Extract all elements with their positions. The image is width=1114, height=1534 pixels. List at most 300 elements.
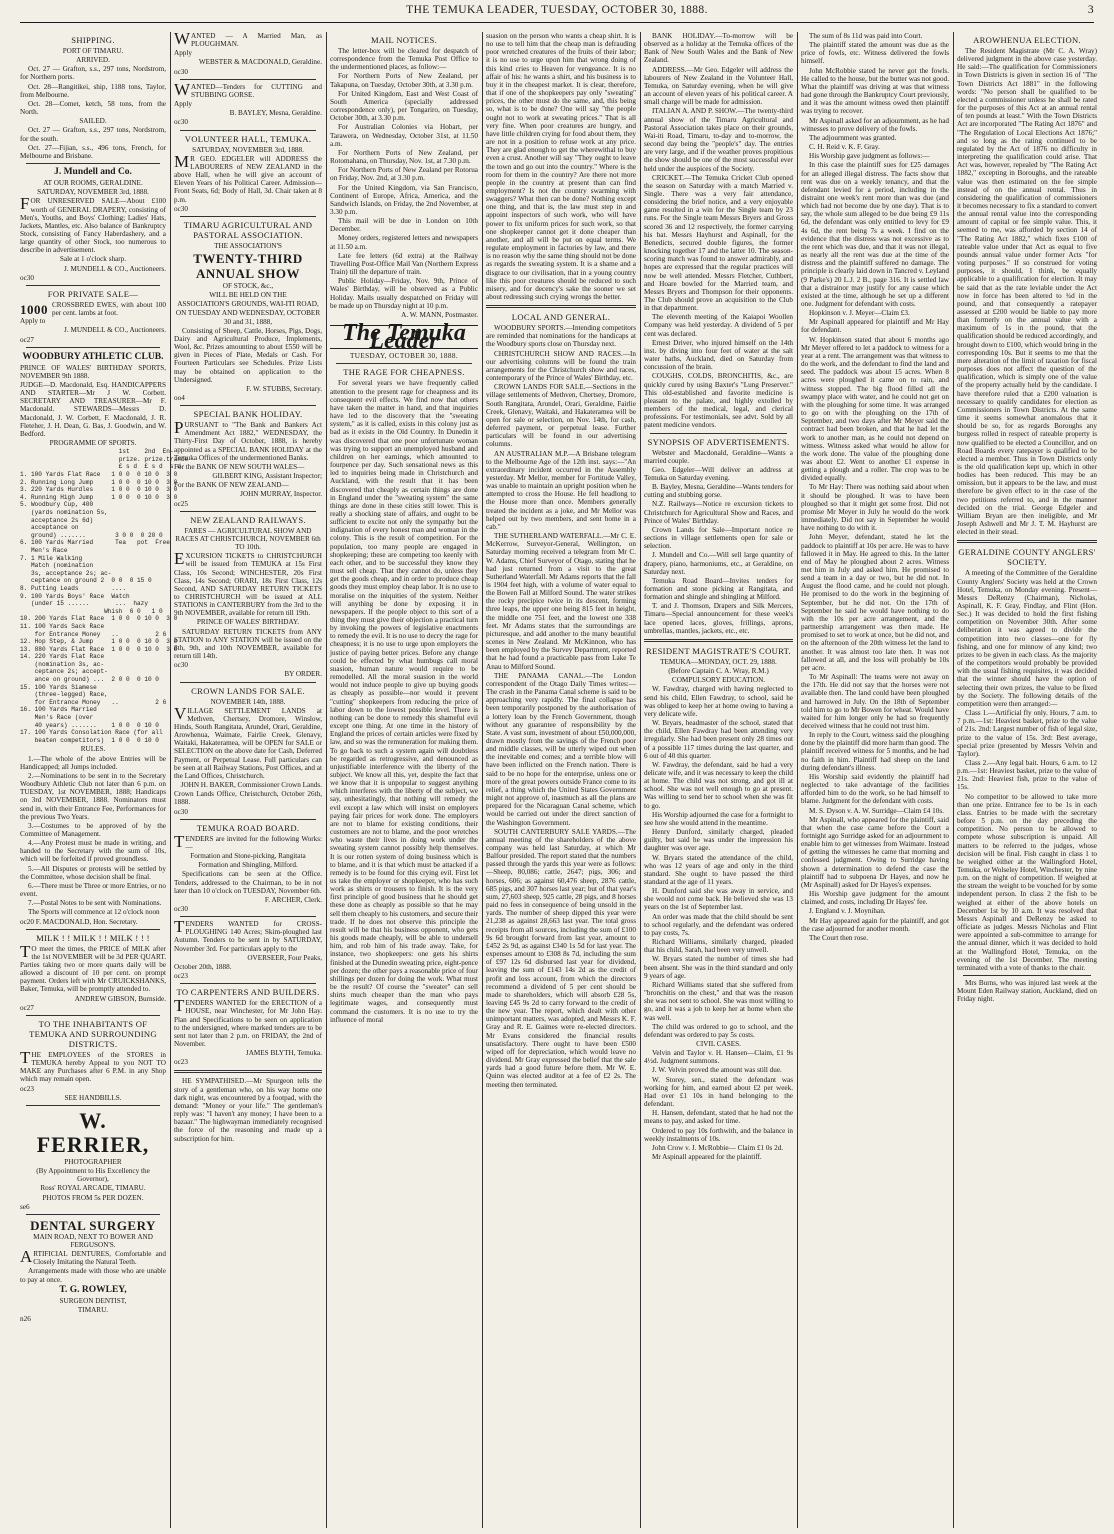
court-paragraph: Richard Williams stated that she suffered from "bronchitis on the chest," and that was the reason she was not sent to school. She was most willing to go, and it was a job to keep her at home when she was well. (644, 980, 793, 1022)
court-proceedings-continued (801, 32, 949, 942)
court-proceedings (644, 685, 793, 1039)
railways-heading: NEW ZEALAND RAILWAYS. (190, 514, 306, 525)
synopsis-heading: SYNOPSIS OF ADVERTISEMENTS. (647, 436, 790, 447)
crown-lands-signature: JOHN H. BAKER, Commissioner Crown Lands. (180, 781, 322, 790)
association-heading: TIMARU AGRICULTURAL AND PASTORAL ASSOCIATION. (183, 219, 313, 240)
advert-code: oc23 (174, 1058, 188, 1067)
wanted-gorse-signature: B. BAYLEY, Mesna, Geraldine. (229, 109, 322, 118)
advert-code: oc27 (20, 1003, 34, 1012)
advert-code: oc30 (174, 904, 188, 913)
shipping-entry: Oct. 27 — Grafton, s.s., 297 tons, Nordstrom, for the south. (20, 126, 166, 143)
rules-list (20, 755, 166, 917)
inhabitants-heading: TO THE INHABITANTS OF TEMUKA AND SURROUNDING DISTRICTS. (29, 1018, 157, 1049)
advert-code: se6 (20, 1202, 30, 1211)
column-6 (801, 32, 949, 1528)
editorial-continuation: suasion on the person who wants a cheap shirt. It is no use to tell him that the cheap man is defrauding poor wretched creatures of the fruits of their labor; it is no use to urge upon him that wrong doing of this kind cries to Heaven for vengeance. It is no affair of his: he wants a shirt, and his business is to buy it in the cheapest market. It is clear, therefore, that if one of the shopkeepers pay only "sweating" prices, the other must do the same, and, this being so, what is to be done? One will say "the people ought not to work at sweating prices." That is all very fine. When poor creatures are hungry, and have little children crying for food about them, they are not in a position to refuse work at any price. They are glad enough to get the wherewithal to buy even a crust. Another will say "They ought to leave the town and go out into the country." Where is the room for them in the country? Are there not more people in the country at present than can find employment? Is not the country swarming with swaggers? What then can be done? Nothing except one thing, and that is, the law must step in and appoint inspectors of such work, who will have power to fix uniform prices for such work, so that one shopkeeper cannot get it done cheaper than another, and all will be put on equal terms. We regulate employment in factories by law, and there is no reason why the same thing should not be done as regards the sweating system. It is a shame and a disgrace to our civilisation, that in a young country like this poor creatures should be reduced to such misery, and for decency's sake the sooner we set about redressing such crying wrongs the better. (486, 32, 636, 301)
mail-notice: For the United Kingdom, via San Francisco, Continent of Europe, Africa, America, and the Sandwich Islands, on Friday, the 2nd November, at 3.30 p.m. (330, 183, 478, 216)
court-paragraph: Mr Aspinall appeared for plaintiff and Mr Hay for defendant. (801, 318, 949, 335)
divider (174, 1070, 322, 1073)
court-paragraph: John Meyer, defendant, stated he let the paddock to plaintiff at 10s per acre. He was to have fallowed it in May. He agreed to this. In the latter end of May he ploughed about 2 acres. Witness met him in July and asked him. He promised to send a team in a day or two, but he did not. In August the flood came, and he could not plough. He promised to do the work in the beginning of September, but he did not. On the 17th of September he said he would have nothing to do with the 10s per acre arrangement, and the partnership arrangement was then made. He promised to set to work at once, but he did not, and on the afternoon of the 20th witness let the land to another. It was almost too late then. It was not fallowed at all, and the loss will probably be 10s per acre. (801, 533, 949, 672)
mundell-time: Sale at 1 o'clock sharp. (59, 255, 127, 264)
wanted-ploughman-signature: WEBSTER & MACDONALD, Geraldine. (198, 58, 322, 67)
programme-row: ground) ....... 3 0 0 0 20 0 (20, 531, 163, 539)
court-paragraph: W. Hopkinson stated that about 6 months ago Mr Meyer offered to let a paddock to witness for a year at a rent. The arrangement was that witness to do the work, and the defendant to find the land and seed. The paddock was about 15 acres. When 8 acres were ploughed it came on to rain, and witness stopped. The big flood filled all the swampy place with water, and he could not get on with the ploughing for some time. It was arranged to go on with the ploughing on the 17th of September, and two days after Mr Meyer said the contract had been broken, and that he had let the work to another man, as he could not depend on witness. Witness asked what would he allow for the work done. The value of the ploughing done was about £2. Went to another £1 expense in getting a plough and a roller. The crop was to be divided equally. (801, 335, 949, 483)
programme-row: prize. prize.trance (20, 455, 189, 463)
court-paragraph: His Worship gave judgment for the amount claimed, and costs, including Dr Hayes' fee. (801, 890, 949, 907)
crown-lands-date: NOVEMBER 14th, 1888. (210, 697, 286, 706)
ploughing-tender-text: TENDERS WANTED for CROSS-PLOUGHING 140 Acres; Skim-ploughed last Autumn. Tenders to be sent in by SATURDAY, November 3rd. For particulars apply to the (174, 917, 322, 953)
programme-row: (yards nomination 5s, (20, 509, 108, 516)
railways-text: EXCURSION TICKETS to CHRISTCHURCH will be issued from TEMUKA at 15s First Class, 10s Second; WINCHESTER, 20s First Class, 14s Second; ORARI, 18s First Class, 12s Second, AND SATURDAY RETURN TICKETS to CHRISTCHURCH will be issued at ALL STATIONS in CANTERBURY from the 3rd to the 9th NOVEMBER, available for return till 19th. (174, 549, 322, 618)
court-paragraph: J. England v. J. Moynihan. (809, 907, 886, 916)
dental-title: SURGEON DENTIST, (59, 1296, 127, 1305)
synopsis-item: B. Bayley, Mesna, Geraldine—Wants tenders for cutting and stubbing gorse. (644, 483, 793, 500)
ferrier-name: W. FERRIER, (36, 1107, 150, 1157)
local-item: COUGHS, COLDS, BRONCHITIS, &c., are quickly cured by using Baxter's "Lung Preserver." This old-established and favorite medicine is pleasant to the palate, and highly extolled by members of the medical, legal, and clerical professions. For testimonials, see advt. Sold by all patent medicine vendors. (644, 372, 793, 430)
court-paragraph: The adjournment was granted. (809, 133, 897, 142)
dental-town: TIMARU. (77, 1305, 109, 1314)
court-paragraph: Henry Dunford, similarly charged, pleaded guilty, but said he was under the impression his daughter was over age. (644, 828, 793, 853)
arrived-label: ARRIVED. (76, 56, 110, 65)
wanted-ploughman-text: WANTED — A Married Man, as PLOUGHMAN. (174, 29, 322, 49)
divider (180, 916, 316, 917)
newspaper-banner: The Temuka Leader (330, 325, 478, 349)
private-sale-count: 1000 (20, 301, 48, 317)
show-signature: F. W. STUBBS, Secretary. (246, 384, 322, 393)
dental-heading: DENTAL SURGERY (30, 1217, 156, 1233)
mail-notice: Money orders, registered letters and newspapers at 11.50 a.m. (330, 234, 478, 251)
road-board-spec: Specifications can be seen at the Office. Tenders, addressed to the Chairman, to be in not later than 10 o'clock on TUESDAY, November 6th. (174, 870, 322, 895)
wanted-gorse-text: WANTED—Tenders for CUTTING and STUBBING GORSE. (174, 79, 322, 99)
civil-paragraph: John Crow v. J. McRobbie— Claim £1 0s 2d. (652, 1143, 784, 1152)
volunteer-hall-text: MR GEO. EDGELER will ADDRESS the LABOURERS of NEW ZEALAND in the above Hall, when he will give an account of Eleven Years of his Political Career. Admission—Front Seats, 6d; Body of Hall, 3d. Chair taken at 8 p.m. (174, 151, 322, 204)
volunteer-hall-heading: VOLUNTEER HALL, TEMUKA. (184, 133, 312, 144)
divider (957, 540, 1097, 543)
anglers-paragraph: Class 1.—Artificial fly only. Hours, 7 a.m. to 7 p.m.—1st: Heaviest basket, prize to the value of 21s. 2nd: Largest number of fish of legal size, prize to the value of 15s. 3rd: Best average, special prize (presented by Messrs Velvin and Taylor). (957, 709, 1097, 758)
programme-row: 17. 100 Yards Consolation Race (for all (20, 729, 163, 737)
divider (180, 682, 316, 683)
advert-code: oc30 (174, 807, 188, 816)
mundell-signature: J. MUNDELL & CO., Auctioneers. (64, 264, 166, 273)
rule-item: 2.—Nominations to be sent in to the Secretary Woodbury Athletic Club not later than 6 p.m. on TUESDAY, 1st NOVEMBER, 1888; Handicaps on 3rd NOVEMBER, 1888. Nominators must send in, with their Entrance Fee, Performances for the previous Two Years. (20, 771, 166, 821)
woodbury-signature: oc20 F. MACDONALD, Hon. Secretary. (20, 917, 138, 926)
bank-nsw-signature: GILBERT KING, Assistant Inspector; (212, 472, 322, 481)
divider (26, 347, 160, 348)
private-sale-heading: FOR PRIVATE SALE— (47, 288, 139, 299)
court-paragraph: In this case the plaintiff sues for £25 damages for an alleged illegal distress. The facts show that rent was due on a weekly tenancy, and that the defendant levied for a period, including in the distraint one week's rent more than was due (and which had not become due by one day). That is to say, the whole sum alleged to be due being £9 11s 6d, the defendant was only entitled to levy for £9 4s 6d, the rent being 7s a week. I find on the evidence that the distress was not excessive as to the rent which was due, and that it was not illegal, as nearly all the rent was due at the time of the distress and the plaintiff suffered no damage. The principle is clearly laid down in Tancred v. Leyland (9 Parke's) 20 L.J. 2 B., page 316. It is settled law that a distrainor may justify for any cause which existed at the time, although he set up a different one. Judgment for defendant with costs. (801, 161, 949, 308)
mail-notice: For Australian Colonies via Hobart, per Tarawera, on Wednesday, October 31st, at 11.50 a.m. (330, 123, 478, 148)
local-item: CRICKET.—The Temuka Cricket Club opened the season on Saturday with a match Married v. Single. There was a very fair attendance, considering the brief notice, and a very enjoyable game resulted in a win for the Single team by 23 runs. For the Single team Messrs Bryers and Gross scored 36 and 12 respectively, the former carrying his bat. Messrs Hayhurst and Aspinall, for the Benedicts, secured double figures, the former knocking together 17 and the latter 10. The season-scoring match was found to answer admirably, and hopes are expressed that the regular practices will now be well attended. Messrs Fletcher, Cuthbert, and Hoare bowled for the Married team, and Messrs Bryers and Thompson for their opponents. The Club should prove an acquisition to the Club in that department. (644, 173, 793, 313)
programme-row: (three-legged) Race, (20, 691, 108, 699)
mail-notice: For Northern Ports of New Zealand, per Rotomahana, on Thursday, Nov. 1st, at 7.30 p.m. (330, 148, 478, 166)
programme-row: (nomination 3s, ac- (20, 660, 105, 668)
railways-fares: FARES — AGRICULTURAL SHOW AND RACES AT CHRISTCHURCH, NOVEMBER 6th TO 10th. (175, 526, 321, 552)
programme-row: Whish 6 0 1 0 (20, 607, 163, 615)
volunteer-hall-date: SATURDAY, NOVEMBER 3rd, 1888. (192, 145, 304, 154)
programme-row: acceptance on (20, 524, 79, 532)
crown-lands-office: Crown Lands Office, Christchurch, October 26th, 1888. (174, 790, 322, 807)
sailed-label: SAILED. (79, 117, 107, 126)
court-paragraph: To Mr Aspinall: The teams were not away on the 17th. He did not say that the horses were not available then. The land could have been ploughed and harrowed in July. On the 18th of September told him to go to Mr Bowen for wheat. Would have waited for him longer only he had so frequently deceived witness that he could not trust him. (801, 673, 949, 730)
court-paragraph: Mr Aspinall, who appeared for the plaintiff, said that when the case came before the Court a fortnight ago Surridge asked for an adjournment to enable him to get witnesses from Waimate. Instead of getting the witnesses he came that morning and confessed judgment. Owing to Surridge having shown a determination to defend the case the plaintiff had to subpoena Dr Hayes, and now he (Mr Aspinall) asked for Dr Hayes's expenses. (801, 815, 949, 889)
mail-notice: For Northern Ports of New Zealand per Rotorua on Friday, Nov. 2nd, at 3.30 p.m. (330, 166, 478, 183)
rule-item: 4.—Any Protest must be made in writing, and handed to the Secretary with the sum of 10s, which will be forfeited if proved groundless. (20, 839, 166, 864)
court-heading: RESIDENT MAGISTRATE'S COURT. (646, 645, 791, 656)
programme-row: for Entrance Money .. 2 6 (20, 630, 167, 638)
court-before: (Before Captain C. A. Wray, R.M.) (668, 667, 769, 676)
court-paragraph: C. H. Reid v. K. F. Gray. (809, 143, 880, 152)
dental-signature: T. G. ROWLEY, (59, 1284, 127, 1295)
mundell-text: FOR UNRESERVED SALE—About £100 worth of GENERAL DRAPERY, consisting of Men's, Youths, and Boys' Clothing; Ladies' Hats, Jackets, Mantles, etc. Also balance of Bankruptcy Stock, consisting of Fancy Haberdashery, and a large quantity of other Stock, too numerous to describe in advertisement. (20, 194, 166, 255)
court-paragraph: H. Dunford said she was away in service, and she would not come back. He believed she was 13 years on the 1st of September last. (644, 887, 793, 912)
local-item: ADDRESS.—Mr Geo. Edgeler will address the labourers of New Zealand in the Volunteer Hall, Temuka, on Saturday evening, when he will give an account of eleven years of his political career. A small charge will be made for admission. (644, 65, 793, 107)
divider (180, 983, 316, 984)
mail-notice: Public Holiday—Friday, Nov. 9th, Prince of Wales' Birthday, will be observed as a Public Holiday. Mails usually despatched on Friday will be made up on Thursday night at 10 p.m. (330, 277, 478, 310)
programme-row: 13. 880 Yards Flat Race 1 0 0 0 10 0 3 0 (20, 645, 178, 653)
court-paragraph: M. S. Dyson v. A. W. Surridge—Claim £4 10s. (809, 806, 944, 815)
divider (180, 405, 316, 406)
milk-signature: ANDREW GIBSON, Burnside. (74, 994, 166, 1003)
wanted-gorse-apply: Apply (174, 100, 192, 109)
railways-prince-heading: PRINCE OF WALES' BIRTHDAY. (196, 618, 300, 627)
footer-note: Mrs Burns, who was injured last week at the Mount Eden Railway station, Auckland, died on Friday night. (957, 979, 1097, 1004)
programme-heading: PROGRAMME OF SPORTS. (49, 439, 137, 448)
show-title: TWENTY-THIRD ANNUAL SHOW (193, 250, 303, 281)
programme-row: 16. 100 Yards Married (20, 706, 97, 714)
road-board-heading: TEMUKA ROAD BOARD. (196, 822, 300, 833)
court-date: TEMUKA—MONDAY, OCT. 29, 1888. (660, 657, 777, 666)
dental-text: ARTIFICIAL DENTURES, Comfortable and Closely Imitating the Natural Teeth. (20, 1247, 166, 1267)
road-board-work: Formation and Shingling, Milford. (198, 861, 298, 870)
civil-paragraph: Ordered to pay 10s forthwith, and the balance in weekly instalments of 10s. (644, 1126, 793, 1143)
civil-paragraph: Velvin and Taylor v. H. Hansen—Claim, £1 9s 4½d. Judgment summons. (644, 1049, 793, 1066)
divider (963, 975, 1091, 976)
wanted-ploughman-apply: Apply (174, 49, 192, 58)
show-subtitle: OF STOCK, &c., (222, 281, 274, 290)
court-paragraph: The child was ordered to go to school, and the defendant was ordered to pay 5s costs. (644, 1022, 793, 1039)
local-item: CROWN LANDS FOR SALE.—Sections in the village settlements of Methven, Chertsey, Dromore, South Rangitata, Arundel, Orari, Geraldine, Fairlie Creek, Glenavy, Waitaki, and Hakateramea will be open for sale or selection, on Nov. 14th, for cash, deferred payment, or perpetual lease. Further particulars will be found in our advertising columns. (486, 383, 636, 449)
column-rule (953, 32, 954, 1528)
rule-item: 5.—All Disputes or protests will be settled by the Committee, whose decision shall be final. (20, 864, 166, 881)
programme-row: ceptance 2s; accept- (20, 668, 108, 676)
road-board-text: TENDERS are invited for the following Works:— (174, 831, 322, 851)
programme-row: 4. Running High Jump 1 0 0 0 10 0 3 0 (20, 493, 178, 501)
programme-row: Match (nomination (20, 562, 94, 570)
editorial-paragraph: For several years we have frequently called attention to the present rage for cheapness and its consequent evil effects. We find now that others have taken the matter in hand, and that inquiries have led to the discovery that the "sweating system," as it is called, exists in this colony just as bad as it exists in the Old Country. In Dunedin it was discovered that one poor unfortunate woman was trying to support an unemployed husband and children on her earnings, which amounted to fourpence per day. Such sensational news as this led to inquiries being made in Christchurch and Auckland, with the result that it has been discovered that cheaply as certain things are done in England under the "sweating system" the same things are done in these cities still lower. This is really a shocking state of affairs, and ought to be sufficient to excite not only the sympathy but the indignation of every honest man and woman in the colony. This is the result of competition. For the population, too many people are engaged in shopkeeping; these are competing too keenly with each other, and to be successful they know they must sell cheap. That they cannot do, unless they get the goods cheap, and in order to produce cheap goods they must employ cheap labor. It is no use to moralise on the iniquities of the system. Neither will anything be done by exposing it in newspapers. If the people object to this sort of a thing they must give their objection a practical turn by invoking the powers of legislative enactments to remedy the evil. It is no use to decry the rage for cheapness; it is no use to urge upon employers the justice of paying better prices. Before any change could be effected by what humbugs call moral suasion, human nature would require to be remodelled. All the moral suasion in the world would not induce people to give up buying goods as cheaply as possible—nor would it prevent "cutting" shopkeepers from reducing the price of labor down to the lowest possible level. There is nothing can be done to remedy this shameful evil except one thing. At one time in the history of England the prices of certain articles were fixed by law, and so was the remuneration for making them. To go back to such a system again will doubtless be regarded as retrogressive, and denounced as unjustifiable interference with the liberty of the subject. We know all this, yet, despite the fact that we know that it is unpopular to suggest anything which interferes with the liberty of the subject, we say, unhesitatingly, that nothing will remedy the evil except a law which will insist on employers paying fair prices for work done. The employers are not to blame for existing conditions, their customers are not to blame, and the poor wretches who waste their lives in doing work under the sweating system cannot possibly help themselves. It is our rotten system of doing business which is to blame, and it is that which must be attacked if a remedy is to be found for this crying evil. First let us take the employer or shopkeeper, who has such work as shirts or trousers to finish. It is the very first principle of good business that he should get these done as cheaply as possible so that he may sell them cheaply to his customers, and secure their trade. If he does not observe this principle the result will be that his business opponent, who gets his goods made cheaply, will be able to undersell him, and rob him of his trade away. Take, for instance, two shopkeepers: one gets his shirts finished at the Dunedin sweating price, eight-pence per dozen; the other pays a reasonable price of four shillings per dozen for doing the work. What must be the result? Of course the "sweater" can sell shirts much cheaper than the man who pays legitimate wages, and consequently must command the customers. It is no use to try the influence of moral (330, 379, 478, 1024)
court-paragraph: The plaintiff stated the amount was due as the price of fowls, etc. Witness delivered the fowls himself. (801, 41, 949, 66)
arowhenua-paragraph: The Resident Magistrate (Mr C. A. Wray) delivered judgment in the above case yesterday. He said:—The qualification for Commissioners in Town Districts is given in section 16 of "The Town Districts Act 1881" in the following words: "No person shall be qualified to be elected a commissioner unless he shall be rated for the purposes of this Act at an annual rental of ten pounds at least." With the Town Districts Act are incorporated "The Rating Act 1876" and "The Regulation of Local Elections Act 1876;" and so long as the rating continued to be regulated by the Act of 1876 no difficulty in interpreting the qualification could arise. That Act was, however, repealed by "The Rating Act 1882," excepting in Boroughs, and the rateable value was then estimated on the fee simple instead of on the annual rental. Thus in considering the qualification of commissioners it becomes necessary to fix a standard to convert the annual rental value into the corresponding amount of capital or fee simple value. This, it seemed to me, was afforded by section 14 of "The Rating Act 1882," which fixes £100 of rateable value under that Act as equal to five pounds annual value under former Acts "for voting purposes." If so construed for voting purposes, it should, I think, be equally applicable to a qualification for election. It may be said that as the rate leviable under the Act now in force has been altered to ¾d in the pound, and that consequently a ratepayer assessed at £200 would be liable to pay more than formerly on the annual value with a maximum of 1s in the pound, that the qualification should be reduced accordingly, and brought down to £100, which would bring in the corresponding 10s. But it seems to me that the mere alteration of the limit of taxation for fiscal purposes does not affect the question of the qualification, which is simply one of the value of the property actually held by the candidate. I have therefore ruled that a £200 valuation is necessary to qualify candidates for election as Commissioners in Town Districts. At the same time it seems somewhat anomalous that it should be so, for as regards Boroughs any burgess rolled in respect of rateable property is now qualified to be elected a Councillor, and on Road Boards every ratepayer is qualified to be elected a member. Thus in Town Districts only is the old qualification kept up, which in other bodies has been reduced. This may be an omission, but it appears to be the law, and must therefore be given effect to in the case of the two petitions referred to, and in the manner decided on the trial. George Edgeler and William Bryan are then ineligible, and Mr Joseph Ashwell and Mr J. T. M. Hayhurst are elected in their stead. (957, 47, 1097, 537)
programme-row: £ s d £ s d s d (20, 463, 181, 471)
mail-notice: For United Kingdom, East and West Coast of South America (specially addressed correspondence only), per Tongariro, on Tuesday, October 30th, at 3.30 p.m. (330, 89, 478, 123)
programme-row: 40 years) ....... 1 0 0 0 10 0 (20, 721, 159, 729)
court-paragraph: His Worship said evidently the plaintiff had neglected to take advantage of the facilities afforded him to do the work, so he had himself to blame. Judgment for the defendant with costs. (801, 772, 949, 806)
column-rule (170, 32, 171, 1528)
advert-code: oc23 (174, 972, 188, 981)
synopsis-item: Webster and Macdonald, Geraldine—Wants a married couple. (644, 448, 793, 465)
railways-order: BY ORDER. (284, 670, 322, 679)
crown-lands-text: VILLAGE SETTLEMENT LANDS at Methven, Chertsey, Dromore, Winslow, Hinds, South Rangitata, Arundel, Orari, Geraldine, Arowhenua, Waimate, Fairlie Creek, Glenavy, Waitaki, Hakateramea, will be OPEN for SALE or SELECTION on the above date for Cash, Deferred Payment, or Perpetual Lease. Full particulars can be seen at all Railway Stations, Post Offices, and at the Land Offices, Christchurch. (174, 703, 322, 780)
anglers-paragraph: Class 2.—Any legal bait. Hours, 6 a.m. to 12 p.m.—1st: Heaviest basket, prize to the value of 21s. 2nd: Heaviest fish, prize to the value of 15s. (957, 758, 1097, 792)
court-paragraph: The sum of 8s 11d was paid into Court. (809, 32, 923, 40)
builders-heading: TO CARPENTERS AND BUILDERS. (176, 987, 320, 998)
woodbury-heading: WOODBURY ATHLETIC CLUB. (22, 350, 164, 362)
programme-row: 3s, acceptance 2s; ac- (20, 569, 112, 577)
court-paragraph: W. Bryars stated the number of times she had been absent. She was in the third standard and only 9 years of age. (644, 955, 793, 980)
court-paragraph: W. Fawdray, charged with having neglected to send his child, Ellen Fawdray, to school, said he was obliged to keep her at home owing to having a very delicate wife. (644, 685, 793, 718)
court-paragraph: W. Fawdray, the defendant, said he had a very delicate wife, and it was necessary to keep the child at home. The child was not strong, and got ill at school. She was not well enough to go at present. Was willing to send her to school when she was fit to go. (644, 760, 793, 810)
local-item: The eleventh meeting of the Kaiapoi Woollen Company was held yesterday. A dividend of 5 per cent was declared. (644, 313, 793, 338)
masthead (20, 4, 1094, 23)
programme-row: 7. 1 Mile Walking (20, 554, 83, 562)
divider (26, 1105, 160, 1106)
column-3 (330, 32, 478, 1528)
civil-paragraph: W. Storey, sen., stated the defendant was working for him, and earned about £2 per week. Had over £1 10s in hand belonging to the defendant. (644, 1075, 793, 1109)
programme-row: (under 15 ...... ... hazy (20, 600, 148, 608)
advert-code: oc30 (174, 67, 188, 76)
synopsis-item: N.Z. Railways—Notice re excursion tickets to Christchurch for Agricultural Show and Races, and Prince of Wales' Birthday. (644, 500, 793, 525)
ferrier-price: PHOTOS FROM 5s PER DOZEN. (42, 1193, 144, 1202)
editorial-heading: THE RAGE FOR CHEAPNESS. (343, 367, 465, 378)
advert-code: oo4 (174, 394, 185, 402)
show-held: WILL BE HELD ON THE (209, 291, 287, 300)
court-paragraph: Hopkinson v. J. Meyer—Claim £3. (809, 309, 910, 318)
advert-code: oc30 (174, 204, 188, 213)
synopsis-item: Temuka Road Board—Invites tenders for formation and stone picking at Rangitata, and formation and shingle and shingling at Milford. (644, 576, 793, 602)
divider (650, 433, 787, 434)
programme-row: 8. Putting Leads .... (20, 584, 127, 592)
rule-item: The Sports will commence at 12 o'clock noon (28, 908, 160, 917)
divider (26, 163, 160, 164)
shipping-entry: Oct. 27 — Grafton, s.s., 297 tons, Nordstrom, for Northern ports. (20, 65, 166, 82)
programme-row: 3. 220 Yards Hurdles 1 0 0 0 10 0 3 0 (20, 486, 178, 494)
bank-nz-signature: JOHN MURRAY, Inspector. (240, 490, 322, 499)
local-item: BANK HOLIDAY.—To-morrow will be observed as a holiday at the Temuka offices of the Bank of New South Wales and the Bank of New Zealand. (644, 32, 793, 65)
crown-lands-heading: CROWN LANDS FOR SALE. (191, 685, 305, 696)
court-paragraph: To Mr Hay: There was nothing said about when it should be ploughed. It was to have been ploughed so that it might get some frost. Did not promise Mr Meyer in July he would do the work immediately. Did not say in September he would have nothing to do with it. (801, 483, 949, 533)
anglers-body (957, 569, 1097, 972)
private-sale-apply: Apply to (20, 317, 46, 326)
rule-item: 1.—The whole of the above Entries will be Handicapped; all Jumps included. (20, 754, 166, 771)
woodbury-officials: JUDGE—D. Macdonald, Esq. HANDICAPPERS AND STARTER—Mr J W. Corbett. SECRETARY AND TREASURER—Mr F. Macdonald. STEWARDS—Messrs D. Macdonald, J. W. Corbett, F. Macdonald, J. R. Fleteher, J. H. Dean, G. Bas, J. Goodwin, and W. Bedford. (20, 381, 166, 438)
divider (26, 1015, 160, 1016)
column-rule (326, 32, 327, 1528)
private-sale-body (20, 301, 166, 317)
court-paragraph: Richard Williams, similarly charged, pleaded that his child, Sarah, had been very unwell. (644, 938, 793, 955)
programme-row: 14. 220 Yards Flat Race (20, 653, 105, 661)
builders-text: TENDERS WANTED for the ERECTION of a HOUSE, near Winchester, for Mr John Hay. Plan and Specifications to be seen on application to the undersigned, where marked tenders are to be sent not later than 2 p.m. on FRIDAY, the 2nd of November. (174, 996, 322, 1048)
rules-heading: RULES. (80, 745, 106, 754)
column-rule (797, 32, 798, 1528)
programme-row: acceptance 2s 6d) (20, 516, 94, 524)
divider (180, 79, 316, 80)
court-paragraph: His Worship gave judgment as follows:— (809, 152, 930, 161)
programme-row: 15. 100 Yards Siamese (20, 683, 97, 691)
spurgeon-anecdote: HE SYMPATHISED.—Mr Spurgeon tells the story of a gentleman who, on his way home one dark night, was encountered by a footpad, with the demand: "Money or your life." The gentleman's reply was: "I haven't any money; I have been to a bazaar." The highwayman immediately recognised the force of the reasoning and made up a subscription for him. (174, 1077, 322, 1143)
local-item: SOUTH CANTERBURY SALE YARDS.—The annual meeting of the shareholders of the above company was held last Saturday, at which Mr Balfour presided. The report stated that the numbers passed through the yards this year were as follows:—Sheep, 80,086; cattle, 2647; pigs, 306; and horses, 606; as against 60,476 sheep, 2876 cattle, 685 pigs, and 307 horses last year; but of that year's sum, 27,603 sheep, 925 cattle, 28 pigs, and 8 horses paid no fees in consequence of being unsold in the yards. The number of sheep dipped this year were 21,238 as against 28,663 last year. The total gross receipts from all sources, including the sum of £100 9s 6d brought forward from last year, amount to £452 2s 9d, as against £340 1s 5d for last year. The expenses amount to £308 8s 7d, including the sum of £97 12s 6d disbursed last year for dividend, leaving the sum of £143 14s 2d as the credit of profit and loss account, from which the directors recommend a dividend of 5 per cent should be made to shareholders, which will absorb £28 5s, leaving £45 9s 2d to carry forward to the credit of the new year. The report, which dealt with other unimportant matters, was adopted, and Messrs K. F. Gray and R. E. Gaimes were re-elected directors. Mr Evans considered the financial results unsatisfactory. There ought to have been £500 wiped off for depreciation, which would leave no dividend. Mr Gray expressed the belief that the sale yards had a good future before them. Mr W. E. Quinn was elected auditor at a fee of £2 2s. The meeting then terminated. (486, 827, 636, 1089)
programme-row: 11. 100 Yards Sack Race (20, 622, 105, 630)
builders-signature: JAMES BLYTH, Temuka. (245, 1049, 322, 1058)
bank-nz-label: For the BANK OF NEW ZEALAND— (174, 481, 289, 490)
civil-paragraph: H. Hansen, defendant, stated that he had not the means to pay, and asked for time. (644, 1109, 793, 1126)
programme-row: 1st 2nd En- (20, 448, 174, 456)
advert-code: n26 (20, 1315, 31, 1324)
synopsis-list (644, 449, 793, 635)
mail-notice: For Northern Ports of New Zealand, per Takapuna, on Tuesday, October 30th, at 3.30 p.m. (330, 72, 478, 89)
railways-prince-text: SATURDAY RETURN TICKETS from ANY STATION to ANY STATION will be issued on the 8th, 9th, and 10th NOVEMBER, available for return till 14th. (174, 627, 322, 661)
milk-heading: MILK ! ! MILK ! ! MILK ! ! ! (36, 932, 150, 943)
advert-code: oc30 (174, 661, 188, 670)
ferrier-subtitle: PHOTOGRAPHER (64, 1157, 122, 1166)
divider (180, 130, 316, 131)
programme-row: 12. Hop Step, & Jump 1 0 0 0 10 0 3 0 (20, 638, 178, 646)
divider (180, 216, 316, 217)
programme-row: 2. Running Long Jump 1 0 0 0 10 0 3 0 (20, 478, 178, 486)
local-general-heading: LOCAL AND GENERAL. (511, 312, 611, 323)
local-item: WOODBURY SPORTS.—Intending competitors are reminded that nominations for the handicaps at the Woodbury sports close on Thursday next. (486, 324, 636, 349)
court-paragraph: W. Bryars stated the attendance of the child, who was 12 years of age and only in the third standard. She ought to have passed the third standard at the age of 11 years. (644, 853, 793, 886)
ploughing-tender-date: October 20th, 1888. (174, 962, 232, 971)
rule-item: 7.—Postal Notes to be sent with Nominations. (28, 899, 162, 908)
bank-holiday-heading: SPECIAL BANK HOLIDAY. (193, 409, 303, 420)
dental-address: MAIN ROAD, NEXT TO BOWER AND FERGUSON'S. (33, 1232, 153, 1249)
local-item: THE SUTHERLAND WATERFALL.—Mr C. E. McKerrow, Surveyor-General, Wellington, on Saturday morning received a telegram from Mr C. W. Adams, Chief Surveyor of Otago, stating that he had just returned from a visit to the great Sutherland Waterfall. Mr Adams reports that the fall is 1904 feet high, with a volume of water equal to the Bowen Fall at Milford Sound. The water strikes the rocky precipice twice in its descent, forming three leaps, the upper one being 815 feet in height, the middle one 751 feet, and the lowest one 338 feet. Mr Adams states that the surroundings are picturesque, and add another to the many beautiful scenes in New Zealand. Mr McKinnon, who has been employed by the Survey Department, reported that he had found a practicable pass from Lake Te Anau to Milford Sound. (486, 532, 636, 671)
anglers-heading: GERALDINE COUNTY ANGLERS' SOCIETY. (958, 547, 1096, 568)
divider (486, 305, 636, 308)
court-paragraph: The Court then rose. (809, 933, 869, 942)
mail-notices-list (330, 47, 478, 310)
divider (26, 1214, 160, 1215)
ploughing-tender-signature: OVERSEER, Four Peaks, (247, 953, 322, 962)
divider (180, 819, 316, 820)
court-paragraph: His Worship adjourned the case for a fortnight to see how she would attend in the meantime. (644, 810, 793, 827)
local-item: ITALIAN A. AND P. SHOW.—The twenty-third annual show of the Timaru Agricultural and Pastoral Association takes place on their grounds, Wai-iti Road, Timaru, to-day and to-morrow, the second day being the "people's" day. The entries are very large, and if the weather proves propitious the show should be one of the most successful ever held under the auspices of the Society. (644, 107, 793, 173)
synopsis-item: J. Mundell and Co.—Will sell large quantity of drapery, piano, harmoniums, etc., at Geraldine, on Saturday next. (644, 551, 793, 576)
column-5 (644, 32, 793, 1528)
mail-notice: Late fee letters (6d extra) at the Railway Travelling Post-Office Mail Van (Northern Express Train) till the departure of train. (330, 251, 478, 277)
programme-row: 10. 200 Yards Flat Race 1 0 0 0 10 0 3 0 (20, 615, 178, 623)
programme-row: ceptance on ground 2 0 0 0 15 0 (20, 577, 152, 585)
mail-notice: The letter-box will be cleared for despatch of correspondence from the Temuka Post Office to the undermentioned places, as follow:— (330, 47, 478, 72)
civil-paragraph: Mr Aspinall appeared for the plaintiff. (652, 1153, 762, 1161)
show-place: ASSOCIATION'S GROUNDS, WAI-ITI ROAD, (177, 300, 319, 309)
show-date: ON TUESDAY AND WEDNESDAY, OCTOBER 30 and 31, 1888, (175, 309, 321, 326)
rule-item: 6.—There must be Three or more Entries, or no event. (20, 881, 166, 899)
editorial-body (330, 379, 478, 1023)
programme-row: Men's Race (20, 546, 68, 554)
inhabitants-text: THE EMPLOYEES of the STORES in TEMUKA hereby Appeal to you NOT TO MAKE any Purchases after 6 P.M. in any Shop which may remain open. (20, 1047, 166, 1084)
bank-holiday-text: PURSUANT to "The Bank and Bankers Act Amendment Act 1882," WEDNESDAY, the Thirty-First Day of October, 1888, is hereby appointed as a SPECIAL BANK HOLIDAY at the Temuka Offices of the undermentioned Banks. (174, 418, 322, 462)
court-paragraph: Mr Hay appeared again for the plaintiff, and got the case adjourned for another month. (801, 916, 949, 933)
road-board-signature: F. ARCHER, Clerk. (264, 895, 322, 904)
masthead-title: THE TEMUKA LEADER, TUESDAY, OCTOBER 30, 1888. (406, 4, 708, 16)
programme-row: ance on ground) ... 2 0 0 0 10 0 (20, 676, 159, 684)
shipping-entry: Oct. 28—Comet, ketch, 58 tons, from the North. (20, 99, 166, 117)
divider (26, 929, 160, 930)
programme-row: beaten competitors) 1 0 0 0 10 0 (20, 736, 159, 744)
divider (180, 511, 316, 512)
local-item: Ernest Driver, who injured himself on the 14th inst. by diving into four feet of water at the salt water baths, Auckland, died on Saturday from concussion of the brain. (644, 338, 793, 372)
programme-row: 5. Woodbury Cup, 400 (20, 501, 94, 509)
column-rule (482, 32, 483, 1528)
bank-nsw-label: For the BANK OF NEW SOUTH WALES— (174, 462, 305, 471)
civil-paragraph: J. W. Velvin proved the amount was still due. (652, 1066, 782, 1075)
mundell-advert-title: J. Mundell and Co. (54, 167, 132, 178)
advert-code: oc27 (20, 335, 34, 344)
local-general-continued (644, 32, 793, 430)
programme-row: 9. 100 Yards Boys' Race Watch (20, 592, 130, 600)
advert-code: oc30 (20, 273, 34, 282)
mail-notices-heading: MAIL NOTICES. (370, 35, 438, 45)
mail-notices-signature: A. W. MANN, Postmaster. (401, 310, 478, 319)
civil-cases-heading: CIVIL CASES. (696, 1039, 741, 1048)
show-text: Consisting of Sheep, Cattle, Horses, Pigs, Dogs, Dairy and Agricultural Produce, Implements, Wool, &c. Prizes amounting to about £550 will be given in Pieces of Plate, Medals or Cash. For Fourteen Particulars see Schedules. Prize Lists may be obtained on application to the Undersigned. (174, 326, 322, 384)
shipping-entry: Oct. 27—Fijian, s.s., 496 tons, French, for Melbourne and Brisbane. (20, 143, 166, 160)
divider (336, 363, 472, 364)
programme-row: Men's Race (over (20, 714, 94, 722)
local-item: CHRISTCHURCH SHOW AND RACES.—In our advertising columns will be found the train arrangements for the Christchurch show and races, contemporary of the Prince of Wales' Birthday, etc. (486, 349, 636, 383)
column-rule (640, 32, 641, 1528)
road-board-work: Formation and Stone-picking, Rangitata (190, 852, 306, 861)
programme-row: 1. 100 Yards Flat Race 1 0 0 0 10 0 3 0 (20, 471, 178, 479)
mundell-location: AT OUR ROOMS, GERALDINE. (43, 179, 143, 188)
local-item: AN AUSTRALIAN M.P.—A Brisbane telegram to the Melbourne Age of the 12th inst. says:—"An extraordinary incident occurred in the Assembly yesterday. Mr Mellor, member for Fortitude Valley, was unable to maintain an upright position when he attempted to cross the House. He fell headlong to the House more than once. Members generally treated the incident as a joke, and Mr Mellor was helped out by two members, and sent home in a cab." (486, 449, 636, 531)
private-sale-signature: J. MUNDELL & CO., Auctioneers. (64, 326, 166, 335)
court-paragraph: An order was made that the child should be sent to school regularly, and the defendant was ordered to pay costs, 7s. (644, 912, 793, 937)
local-item: THE PANAMA CANAL.—The London correspondent of the Otago Daily Times writes:—The crash in the Panama Canal scheme is said to be approaching very rapidly. The final collapse has been temporarily postponed by the authorisation of a lottery loan by the French Government, though without any guarantee of responsibility by the State. A vast sum, investment of about £50,000,000, drawn mostly from the savings of the French poor and middle classes, will be utterly wiped out when the inevitable end comes; and a terrible blow will have been inflicted on the French nation. There is said to be no hope for the enterprise, unless one or more of the great powers outside France come to its relief, a thing which the United States Government might not approve of, inasmuch as all the plans are prepared for the Nicaraguan Canal scheme, which would be carried out under the direct sanction of the Washington Government. (486, 671, 636, 827)
shipping-heading: SHIPPING. (71, 35, 115, 45)
arowhenua-body (957, 47, 1097, 536)
column-2 (174, 29, 322, 1528)
column-4 (486, 32, 636, 1528)
shipping-entry: Oct. 28—Rangitikei, ship, 1188 tons, Taylor, from Melbourne. (20, 82, 166, 99)
advert-code: oc30 (174, 118, 188, 127)
synopsis-item: Crown Lands for Sale—Important notice re sections in village settlements open for sale or selection. (644, 525, 793, 551)
milk-text: TO meet the times, the PRICE of MILK after the 1st NOVEMBER will be 3d PER QUART. Parties taking two or more quarts daily will be allowed a discount of 10 per cent. on prompt payment. Orders left with Mr CRUICKSHANKS, Baker, Temuka, will be promptly attended to. (20, 941, 166, 994)
advert-code: oc25 (174, 499, 188, 508)
synopsis-item: T. and J. Thomson, Drapers and Silk Mercers, Timaru—Special announcement for these week's lace opened laces, gloves, frillings, aprons, umbrellas, mantles, jackets, etc., etc. (644, 602, 793, 635)
inhabitants-signature: SEE HANDBILLS. (64, 1093, 122, 1102)
page-number: 3 (1087, 4, 1094, 16)
dental-text-2: Arrangements made with those who are unable to pay at once. (20, 1267, 166, 1284)
anglers-paragraph: No competitor to be allowed to take more than one prize. Entrance fee to be 1s in each class. Entries to be made with the secretary before 5 p.m. on the day preceding the competition. No person to be allowed to compete whose subscription is unpaid. All matters to be referred to the judges, whose decision will be final. Fish caught in class 1 to be weighed either at the Wallingford Hotel, Temuka, or Wolseley Hotel, Winchester, by nine p.m. on the night of competition. If weighed at the stream the weight to be vouched for by some independent person. In class 2 the fish to be weighed at either of the above hotels on December 1st by 10 a.m. It was resolved that Messrs Aspinall and DeRenzy be asked to officiate as judges. Messrs Nicholas and Flint were appointed a sub-committee to arrange for the annual dinner, which it was decided to hold at the Wallingford Hotel, Temuka, on the evening of the 1st December. The meeting terminated with a vote of thanks to the chair. (957, 792, 1097, 972)
divider (644, 639, 793, 642)
anglers-paragraph: A meeting of the Committee of the Geraldine County Anglers' Society was held at the Crown Hotel, Temuka, on Monday evening. Present—Messrs DeRenzy (Chairman), Nicholas, Aspinall, K. F. Gray, Findlay, and Flint (Hon. Sec.) It was decided to hold the first fishing competition on November 30th. After some deliberation it was agreed to divide the competition into two classes—one for fly fishing, and one for minnow of any kind; two prizes to be given in each class. As the majority of the competitors would probably be provided with the usual fishing requisites, it was decided that the winner should have the option of selecting their own prizes, the value to be fixed by the Society. The following details of the competition were then arranged:— (957, 569, 1097, 708)
ferrier-appointment: (By Appointment to His Excellency the Governor), (36, 1167, 150, 1184)
court-paragraph: John McRobbie stated he never got the fowls. He called to the house, but the butter was not good. What the plaintiff was driving at was that witness had gone through the Bankruptcy Court previously, and it was the amount witness owed then plaintiff was trying to recover. (801, 66, 949, 116)
rule-item: 3.—Costumes to be approved of by the Committee of Management. (20, 821, 166, 838)
mail-notice: This mail will be due in London on 10th December. (330, 217, 478, 234)
court-paragraph: W. Bryars, headmaster of the school, stated that the child, Ellen Fawdray had been attending very irregularly. She had been present only 28 times out of a possible 117 times during the last quarter, and 6 out of 40 this quarter. (644, 719, 793, 760)
synopsis-item: Geo. Edgeler—Will deliver an address at Temuka on Saturday evening. (644, 465, 793, 482)
advert-code: oc23 (20, 1084, 34, 1093)
local-general-list (486, 324, 636, 1089)
private-sale-text: CROSSBRED EWES, with about 100 per cent. lambs at foot. (52, 300, 166, 318)
arowhenua-heading: AROWHENUA ELECTION. (973, 35, 1081, 45)
column-7 (957, 32, 1097, 1528)
education-heading: COMPULSORY EDUCATION. (671, 676, 766, 685)
divider (26, 285, 160, 286)
mundell-date: SATURDAY, NOVEMBER 3rd, 1888. (37, 188, 149, 197)
woodbury-subheading: PRINCE OF WALES' BIRTHDAY SPORTS, NOVEMBER 9th 1888. (20, 363, 166, 380)
court-paragraph: Mr Aspinall asked for an adjournment, as he had witnesses to prove delivery of the fowls. (801, 116, 949, 133)
port-heading: PORT OF TIMARU. (62, 47, 124, 55)
court-paragraph: In reply to the Court, witness said the ploughing done by the plaintiff did more harm than good. The plaintiff received witness for 5 months, and he had no faith in him. Plaintiff had sheep on the land during defendant's illness. (801, 731, 949, 772)
ferrier-address: Ross' ROYAL ARCADE, TIMARU. (40, 1184, 146, 1193)
programme-row: for Entrance Money .. 2 6 (20, 698, 167, 706)
civil-cases (644, 1049, 793, 1161)
programme-row: 6. 100 Yards Married Tea pot Free (20, 539, 170, 547)
issue-date: TUESDAY, OCTOBER 30, 1888. (349, 352, 459, 361)
